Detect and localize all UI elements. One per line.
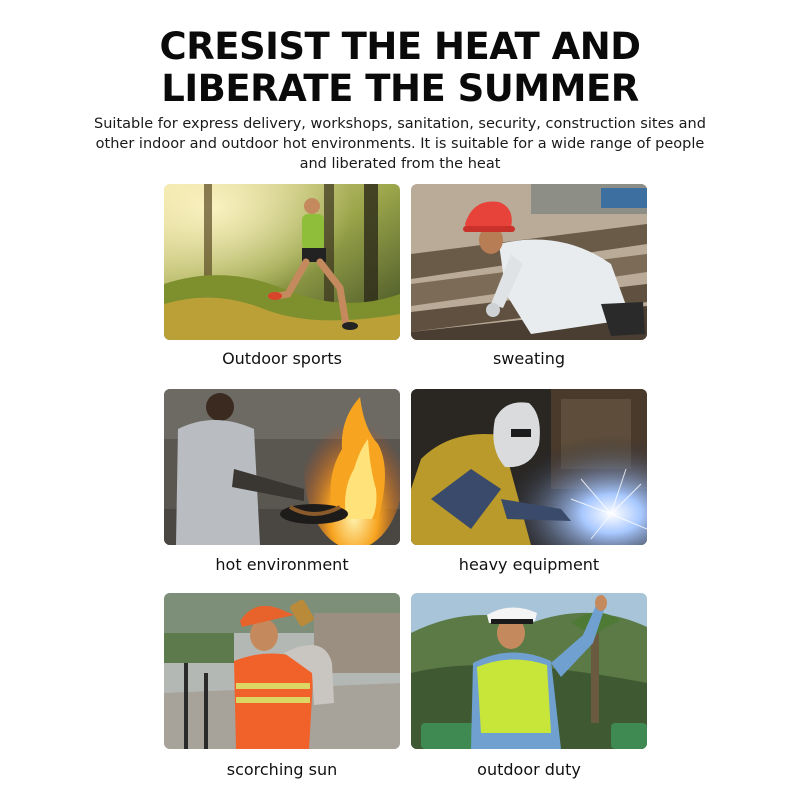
headline	[0, 26, 800, 110]
description-line-1: Suitable for express delivery, workshops, sanitation, security, construction sites and	[94, 116, 706, 132]
description-line-3: and liberated from the heat	[299, 156, 501, 172]
traffic-police-officer-photo	[411, 593, 647, 749]
headline-line-2: LIBERATE THE SUMMER	[161, 67, 639, 110]
runner-in-forest-photo	[164, 184, 400, 340]
caption-outdoor-duty: outdoor duty	[477, 760, 581, 779]
description	[80, 114, 720, 174]
construction-worker-illustration	[411, 184, 647, 340]
welder-sparks-photo	[411, 389, 647, 545]
caption-heavy-equipment: heavy equipment	[458, 555, 600, 574]
runner-in-forest-illustration	[164, 184, 400, 340]
traffic-police-illustration	[411, 593, 647, 749]
sanitation-worker-drinking-photo	[164, 593, 400, 749]
headline-line-1: CRESIST THE HEAT AND	[159, 25, 641, 68]
chef-wok-illustration	[164, 389, 400, 545]
caption-outdoor-sports: Outdoor sports	[222, 349, 342, 368]
welder-illustration	[411, 389, 647, 545]
chef-wok-flames-photo	[164, 389, 400, 545]
caption-scorching-sun: scorching sun	[226, 760, 338, 779]
caption-hot-environment: hot environment	[215, 555, 349, 574]
description-line-2: other indoor and outdoor hot environments. It is suitable for a wide range of people	[95, 136, 705, 152]
caption-sweating: sweating	[492, 349, 566, 368]
construction-worker-hard-hat-photo	[411, 184, 647, 340]
sanitation-worker-illustration	[164, 593, 400, 749]
